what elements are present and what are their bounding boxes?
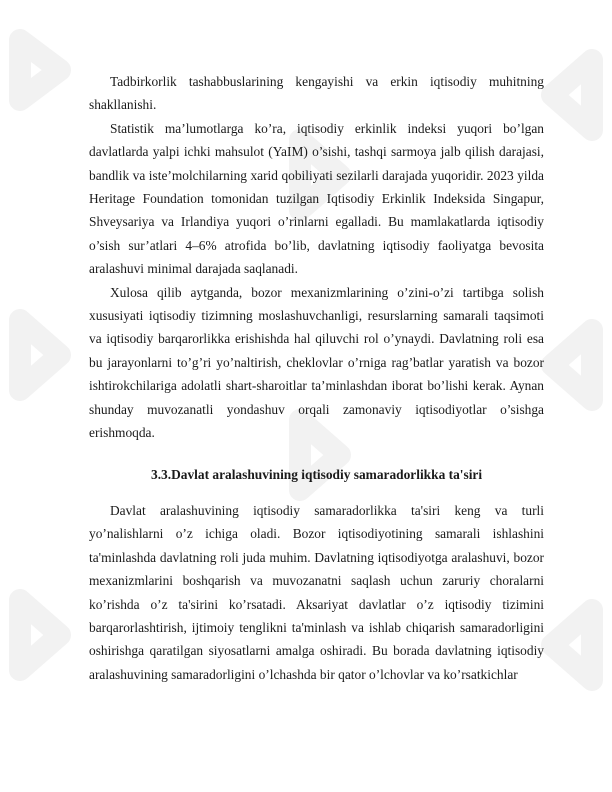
- paragraph-3: Xulosa qilib aytganda, bozor mexanizmlarining o’zini-o’zi tartibga solish xususiyati iqtisodiy tizimning moslashuvchanligi, resurslarning samarali taqsimoti va iqtisodiy barqarorlikka erishishda hal qiluvchi rol o’ynaydi. Davlatning roli esa bu jarayonlarni to’g’ri yo’naltirish, cheklovlar o’rniga rag’batlar yaratish va bozor ishtirokchilariga adolatli shart-sharoitlar ta’minlashdan iborat bo’lishi kerak. Aynan shunday muvozanatli yondashuv orqali zamonaviy iqtisodiyotlar o’sishga erishmoqda.: [89, 284, 544, 441]
- paragraph-4: Davlat aralashuvining iqtisodiy samaradorlikka ta'siri keng va turli yo’nalishlarni o’z ichiga oladi. Bozor iqtisodiyotining samarali ishlashini ta'minlashda davlatning roli juda muhim. Davlatning iqtisodiyotga aralashuvi, bozor mexanizmlarini boshqarish va muvozanatni saqlash uchun zaruriy choralarni ko’rishda o’z ta'sirini ko’rsatadi. Aksariyat davlatlar o’z iqtisodiy tizimini barqarorlashtirish, ijtimoiy tenglikni ta'minlash va ishlab chiqarish samaradorligini oshirishga qaratilgan siyosatlarni amalga oshiradi. Bu borada davlatning iqtisodiy aralashuvining samaradorligini o’lchashda bir qator o’lchovlar va ko’rsatkichlar: [89, 502, 544, 682]
- paragraph-2: Statistik ma’lumotlarga ko’ra, iqtisodiy erkinlik indeksi yuqori bo’lgan davlatlarda yalpi ichki mahsulot (YaIM) o’sishi, tashqi sarmoya jalb qilish darajasi, bandlik va iste’molchilarning xarid qobiliyati sezilarli darajada yuqoridir. 2023 yilda Heritage Foundation tomonidan tuzilgan Iqtisodiy Erkinlik Indeksida Singapur, Shveysariya va Irlandiya yuqori o’rinlarni egalladi. Bu mamlakatlarda iqtisodiy o’sish sur’atlari 4–6% atrofida bo’lib, davlatning iqtisodiy faoliyatga bevosita aralashuvi minimal darajada saqlanadi.: [89, 120, 544, 277]
- paragraph-1: Tadbirkorlik tashabbuslarining kengayishi va erkin iqtisodiy muhitning shakllanishi.: [89, 74, 544, 113]
- section-heading: 3.3.Davlat aralashuvining iqtisodiy samaradorlikka ta'siri: [151, 466, 483, 482]
- document-page: [89, 70, 544, 686]
